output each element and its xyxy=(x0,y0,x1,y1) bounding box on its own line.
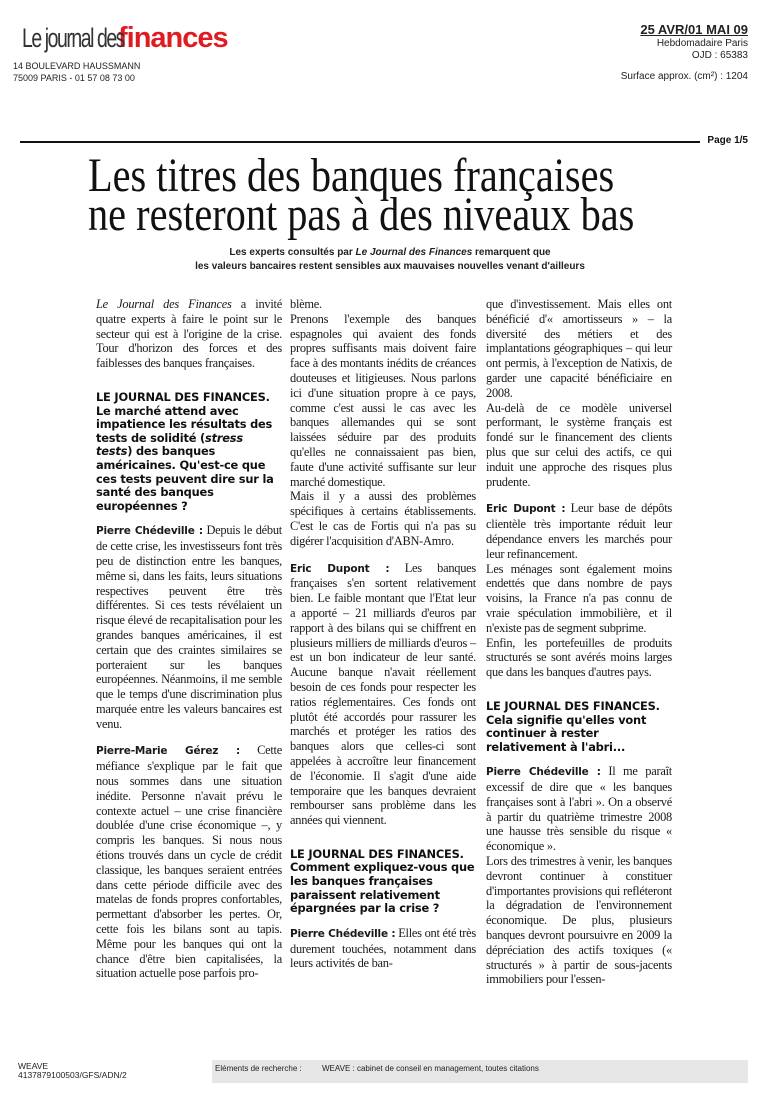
frequency: Hebdomadaire Paris xyxy=(656,38,748,49)
question-2 xyxy=(290,848,476,916)
question-text: Le marché attend avec impatience les résultats des tests de solidité ( xyxy=(96,403,273,445)
article-column-3 xyxy=(486,297,672,987)
reference-number: 4137879100503/GFS/ADN/2 xyxy=(18,1070,127,1080)
answer-paragraph xyxy=(96,743,282,981)
answer-text: Il me paraît excessif de dire que « les banques françaises sont à l'abri ». On a observé à partir du quatrième trimestre 2008 une hausse très sensible du risque « économique ». xyxy=(486,764,672,854)
address-line-2: 75009 PARIS - 01 57 08 73 00 xyxy=(13,73,135,83)
answer-text: Elles ont été très durement touchées, notamment dans leurs activités de ban- xyxy=(290,925,476,971)
standfirst-italic: Le Journal des Finances xyxy=(355,247,473,258)
page-number: Page 1/5 xyxy=(707,135,748,146)
logo-text-bold: finances xyxy=(118,22,228,54)
client-name: WEAVE xyxy=(18,1061,49,1071)
question-label: LE JOURNAL DES FINANCES. xyxy=(486,698,660,713)
surface: Surface approx. (cm²) : 1204 xyxy=(620,71,748,82)
publisher-address xyxy=(13,60,140,84)
answer-text: Depuis le début de cette crise, les investisseurs font très peu de distinction entre les banques, même si, dans les faits, leurs situations respectives peuvent être très différentes. Si ces tests révélaient un risque élevé de recapitalisation pour les grandes banques américaines, il est certain que des craintes similaires se porteraient sur les banques européennes. Néanmoins, il me semble que le temps d'une discrimination plus marquée entre les valeurs bancaires est venu. xyxy=(96,523,282,731)
article-column-1 xyxy=(96,297,282,981)
paragraph: Les ménages sont également moins endettés que dans nombre de pays voisins, la France n'a pas connu de vraie spéculation immobilière, et il n'existe pas de segment subprime. xyxy=(486,561,672,635)
search-elements-box xyxy=(212,1060,748,1083)
intro-italic: Le Journal des Finances xyxy=(96,297,232,311)
speaker-name: Eric Dupont : xyxy=(290,562,390,575)
search-value: WEAVE : cabinet de conseil en management, toutes citations xyxy=(322,1064,539,1073)
issue-date: 25 AVR/01 MAI 09 xyxy=(640,22,748,37)
article-headline xyxy=(88,149,635,241)
answer-text: Les banques françaises s'en sortent relativement bien. Le faible montant que l'Etat leur a apporté – 21 milliards d'euros par rapport à des bilans qui se chiffrent en plusieurs milliers de milliards d'euros – est un bon indicateur de leur santé. Aucune banque n'avait réellement besoin de ces fonds pour respecter les ratios réglementaires. Ces fonds ont plutôt été accordés pour rassurer les marchés et protéger les ratios des banques alors que celles-ci sont appelées à accroître leur financement de l'économie. Il s'agit d'une aide temporaire que les banques devraient rembourser sans problème dans les années qui viennent. xyxy=(290,560,476,828)
intro-paragraph xyxy=(96,297,282,371)
speaker-name: Pierre Chédeville : xyxy=(290,927,396,940)
paragraph: Au-delà de ce modèle universel performant, le système français est fondé sur le financement des clients plus que sur celui des actifs, ce qui induit une approche des risques plus prudente. xyxy=(486,400,672,489)
article-standfirst xyxy=(180,246,600,274)
paragraph: Enfin, les portefeuilles de produits structurés se sont avérés moins larges que dans les banques d'autres pays. xyxy=(486,635,672,680)
headline-line-2: ne resteront pas à des niveaux bas xyxy=(88,188,635,241)
footer-client xyxy=(18,1062,127,1080)
answer-paragraph xyxy=(486,501,672,561)
speaker-name: Pierre Chédeville : xyxy=(486,766,601,779)
question-text: ) des banques américaines. Qu'est-ce que ces tests peuvent dire sur la santé des banques européennes ? xyxy=(96,444,274,513)
answer-paragraph xyxy=(290,561,476,828)
question-1 xyxy=(96,391,282,513)
answer-text: Cette méfiance s'explique par le fait que nous sommes dans une situation inédite. Personne n'avait prévu le contexte actuel – une crise financière doublée d'une crise économique –, y compris les banques. Si nous nous étions trouvés dans un cycle de crédit classique, les banques seraient entrées dans cette période difficile avec des matelas de fonds propres confortables, permettant d'absorber les pertes. Or, cette fois les bilans sont au tapis. Même pour les banques qui ont la chance d'être bien capitalisées, la situation actuelle pose parfois pro- xyxy=(96,743,282,981)
article-column-2 xyxy=(290,297,476,971)
answer-paragraph xyxy=(290,926,476,971)
publication-meta xyxy=(621,22,748,83)
newspaper-logo xyxy=(22,22,228,55)
answer-paragraph xyxy=(486,764,672,854)
header-divider xyxy=(20,141,700,143)
question-text: Cela signifie qu'elles vont continuer à rester relativement à l'abri... xyxy=(486,712,647,754)
standfirst-post: remarquent que xyxy=(472,247,551,258)
speaker-name: Pierre-Marie Gérez : xyxy=(96,745,240,758)
speaker-name: Pierre Chédeville : xyxy=(96,525,203,538)
paragraph: Prenons l'exemple des banques espagnoles qui avaient des fonds propres suffisants mais doivent faire face à des montants inédits de créances douteuses et litigieuses. Nous parlons ici d'une situation propre à ce pays, comme c'est aussi le cas avec les banques allemandes qui se sont laissées séduire par des produits qu'elles ne connaissaient pas bien, faute d'une activité suffisante sur leur marché domestique. xyxy=(290,311,476,489)
question-text: Comment expliquez-vous que les banques françaises paraissent relativement épargnées par la crise ? xyxy=(290,860,475,916)
question-label: LE JOURNAL DES FINANCES. xyxy=(290,846,464,861)
paragraph: Lors des trimestres à venir, les banques devront continuer à constituer d'importantes provisions qui refléteront la dégradation de l'environnement économique. De plus, plusieurs banques devront poursuivre en 2009 la dépréciation des actifs toxiques (« structurés » à partir de sous-jacents immobiliers pour l'essen- xyxy=(486,854,672,987)
question-label: LE JOURNAL DES FINANCES. xyxy=(96,389,270,404)
address-line-1: 14 BOULEVARD HAUSSMANN xyxy=(13,61,141,71)
search-label: Eléments de recherche : xyxy=(215,1064,302,1073)
paragraph: que d'investissement. Mais elles ont bénéficié d'« amortisseurs » – la diversité des métiers et des implantations géographiques – qui leur ont permis, à l'exception de Natixis, de garder une capacité bénéficiaire en 2008. xyxy=(486,297,672,400)
answer-text: Leur base de dépôts clientèle très importante réduit leur dépendance envers les marchés pour leur refinancement. xyxy=(486,501,673,561)
paragraph: blème. xyxy=(290,297,322,311)
logo-text-light: Le journal des xyxy=(22,23,124,53)
answer-paragraph xyxy=(96,523,282,731)
headline-line-1: Les titres des banques françaises xyxy=(88,149,615,202)
speaker-name: Eric Dupont : xyxy=(486,503,566,516)
intro-text: a invité quatre experts à faire le point sur le secteur qui est à l'origine de la crise. Tour d'horizon des forces et des faiblesses des banques françaises. xyxy=(96,297,282,371)
standfirst-pre: Les experts consultés par xyxy=(229,247,356,258)
standfirst-line-2: les valeurs bancaires restent sensibles aux mauvaises nouvelles venant d'ailleurs xyxy=(195,261,585,272)
paragraph: Mais il y a aussi des problèmes spécifiques à certains établissements. C'est le cas de Fortis qui n'a pas su digérer l'acquisition d'ABN-Amro. xyxy=(290,489,476,548)
ojd: OJD : 65383 xyxy=(691,50,748,61)
question-3 xyxy=(486,700,672,754)
question-italic: stress tests xyxy=(96,430,243,459)
